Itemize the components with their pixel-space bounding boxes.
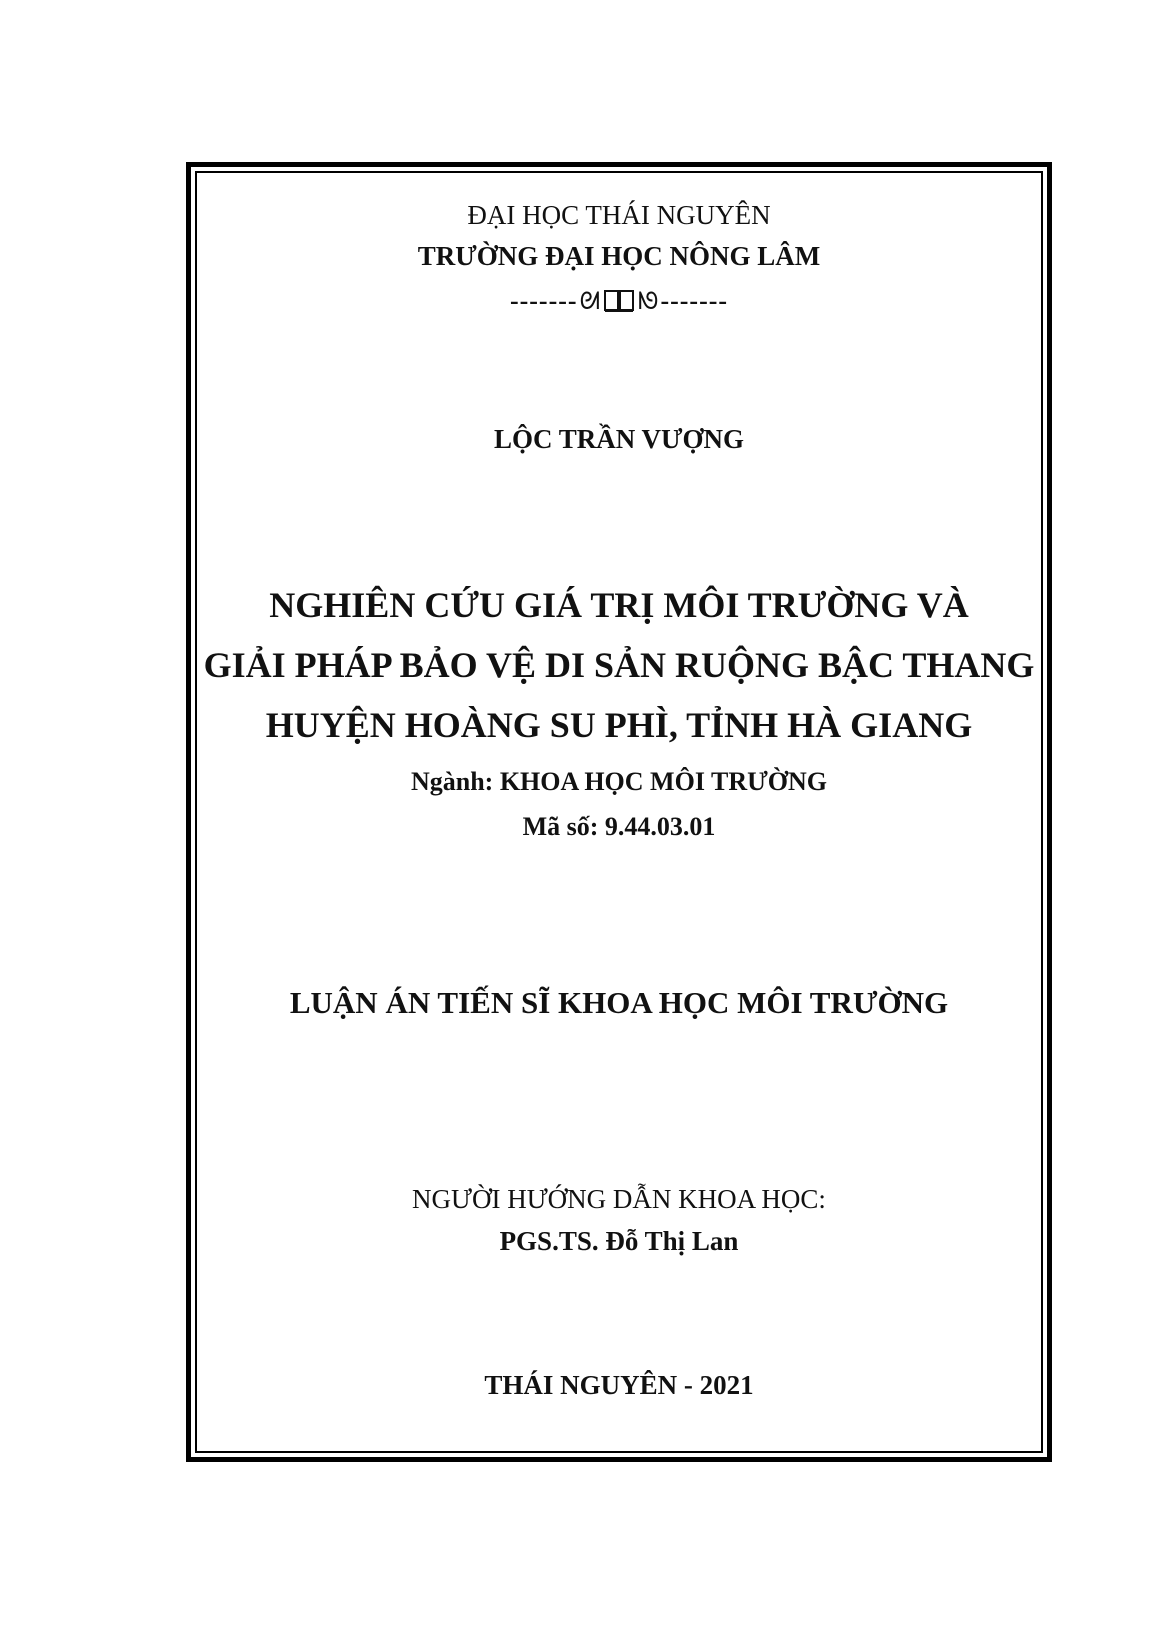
- book-icon: [604, 289, 634, 313]
- university-name: ĐẠI HỌC THÁI NGUYÊN: [467, 200, 771, 230]
- major-code: Mã số: 9.44.03.01: [522, 812, 716, 841]
- place-and-year: THÁI NGUYÊN - 2021: [484, 1370, 754, 1400]
- ornament-left-dashes: -------: [509, 286, 578, 315]
- author-name: LỘC TRẦN VƯỢNG: [493, 424, 745, 454]
- school-name: TRƯỜNG ĐẠI HỌC NÔNG LÂM: [417, 241, 821, 271]
- major-field: Ngành: KHOA HỌC MÔI TRƯỜNG: [410, 767, 828, 796]
- advisor-name: PGS.TS. Đỗ Thị Lan: [499, 1226, 739, 1256]
- degree-type: LUẬN ÁN TIẾN SĨ KHOA HỌC MÔI TRƯỜNG: [289, 985, 949, 1020]
- ornament-divider: [186, 286, 1052, 316]
- thesis-title-line-1: NGHIÊN CỨU GIÁ TRỊ MÔI TRƯỜNG VÀ: [269, 585, 969, 625]
- thesis-title-line-3: HUYỆN HOÀNG SU PHÌ, TỈNH HÀ GIANG: [265, 705, 973, 745]
- ornament-left-flourish-icon: ᘛ: [579, 287, 600, 315]
- advisor-label: NGƯỜI HƯỚNG DẪN KHOA HỌC:: [412, 1184, 826, 1214]
- ornament-right-dashes: -------: [660, 286, 729, 315]
- thesis-title-line-2: GIẢI PHÁP BẢO VỆ DI SẢN RUỘNG BẬC THANG: [203, 645, 1035, 685]
- ornament-right-flourish-icon: ᘚ: [638, 287, 659, 315]
